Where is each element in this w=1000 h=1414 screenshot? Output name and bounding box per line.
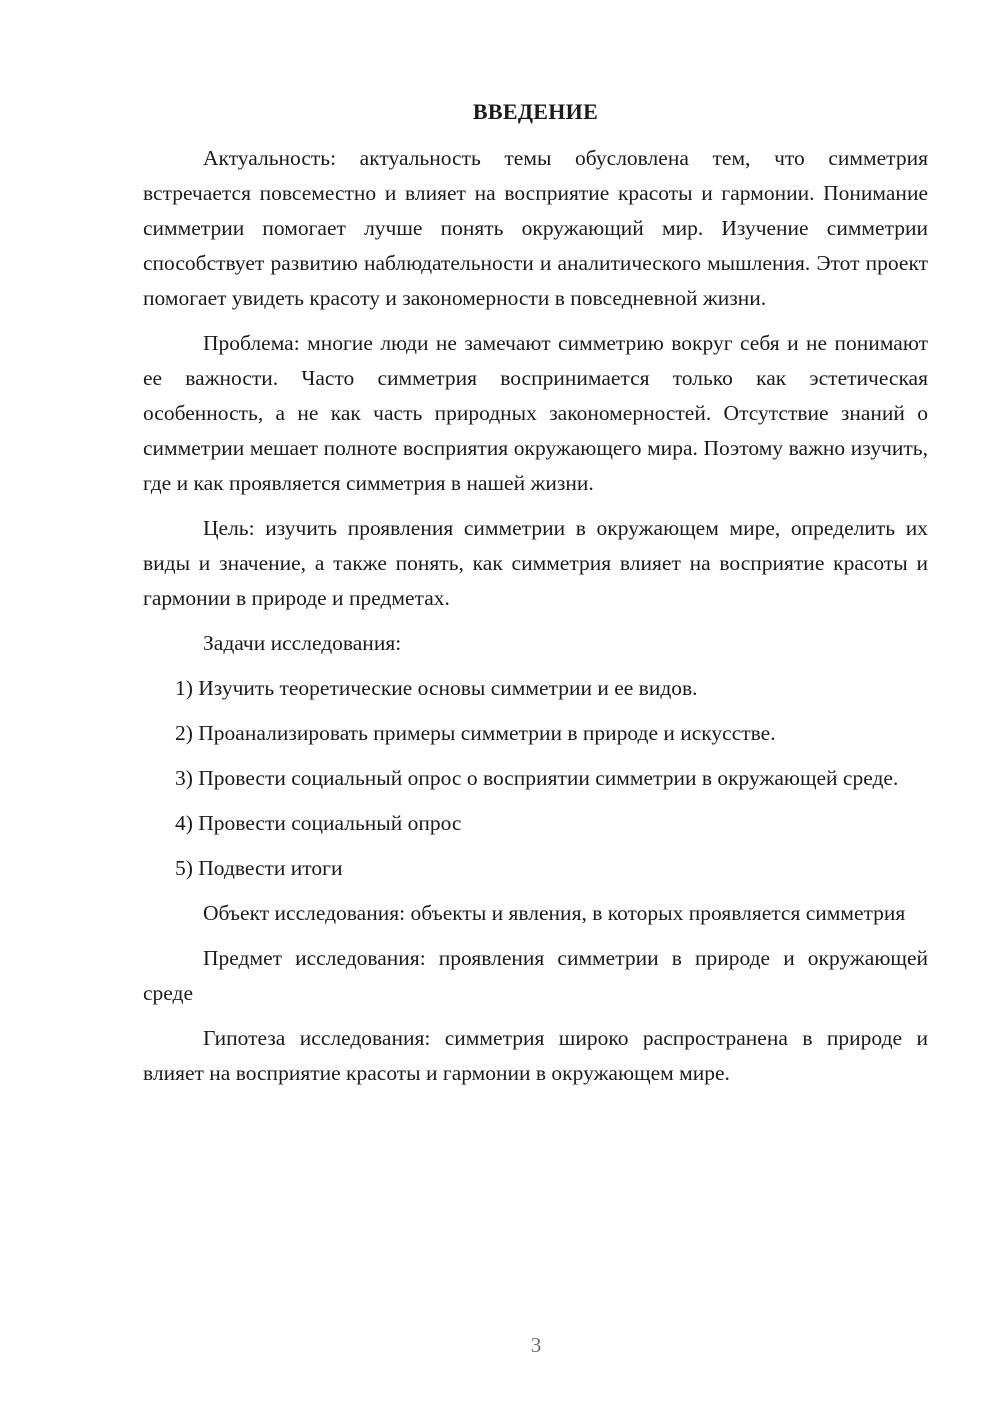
section-heading: ВВЕДЕНИЕ [472, 99, 599, 124]
problem-paragraph: Проблема: многие люди не замечают симметрию вокруг себя и не понимают ее важности. Часто симметрия воспринимается только как эстетическая особенность, а не как часть природных закономерностей. Отсутствие знаний о симметрии мешает полноте восприятия окружающего мира. Поэтому важно изучить, где и как проявляется симметрия в нашей жизни. [143, 331, 928, 495]
hypothesis-paragraph: Гипотеза исследования: симметрия широко распространена в природе и влияет на восприятие красоты и гармонии в окружающем мире. [143, 1026, 928, 1085]
tasks-heading: Задачи исследования: [203, 631, 402, 655]
page-number: 3 [530, 1333, 542, 1357]
goal-paragraph: Цель: изучить проявления симметрии в окружающем мире, определить их виды и значение, а также понять, как симметрия влияет на восприятие красоты и гармонии в природе и предметах. [143, 516, 928, 610]
document-page [143, 94, 928, 1101]
task-item: 3) Провести социальный опрос о восприятии симметрии в окружающей среде. [175, 766, 899, 790]
task-item: 4) Провести социальный опрос [175, 811, 462, 835]
task-item: 2) Проанализировать примеры симметрии в природе и искусстве. [175, 721, 776, 745]
subject-paragraph: Предмет исследования: проявления симметрии в природе и окружающей среде [143, 946, 928, 1005]
relevance-paragraph: Актуальность: актуальность темы обусловлена тем, что симметрия встречается повсеместно и влияет на восприятие красоты и гармонии. Понимание симметрии помогает лучше понять окружающий мир. Изучение симметрии способствует развитию наблюдательности и аналитического мышления. Этот проект помогает увидеть красоту и закономерности в повседневной жизни. [143, 146, 928, 310]
object-paragraph: Объект исследования: объекты и явления, в которых проявляется симметрия [203, 901, 906, 925]
task-item: 5) Подвести итоги [175, 856, 343, 880]
task-item: 1) Изучить теоретические основы симметрии и ее видов. [175, 676, 698, 700]
